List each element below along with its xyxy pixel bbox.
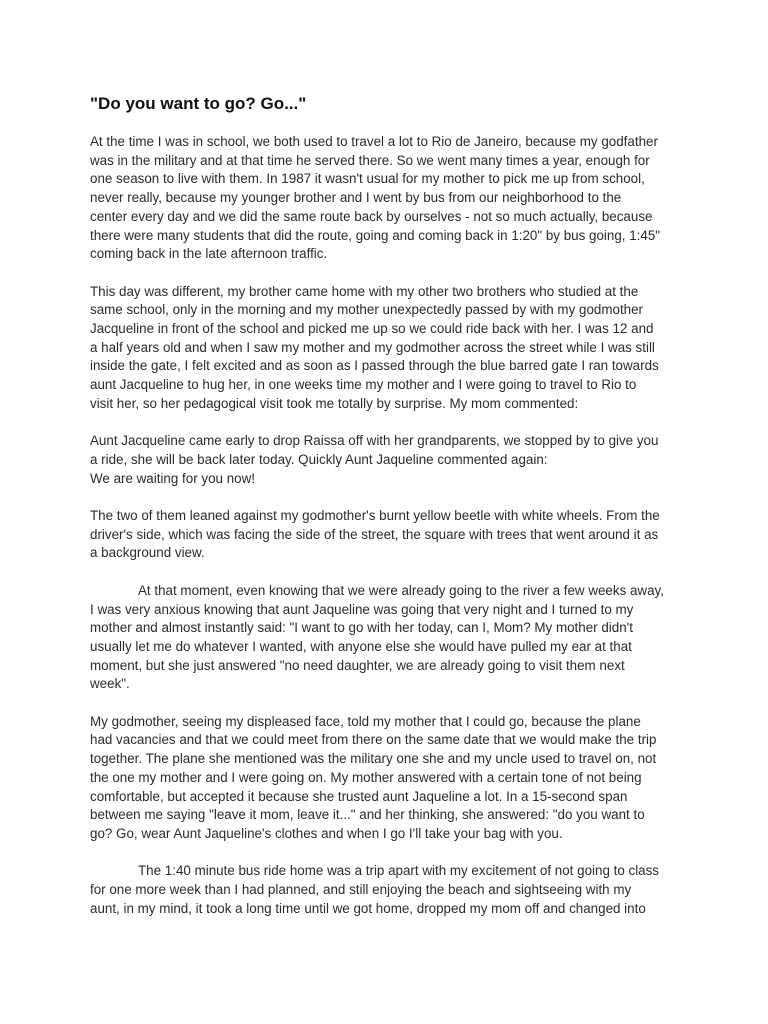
text-line: Jacqueline in front of the school and picked me up so we could ride back with her. I was 12 and (90, 321, 654, 337)
paragraph (90, 283, 710, 414)
text-line: together. The plane she mentioned was the military one she and my uncle used to travel on, not (90, 751, 657, 767)
text-line: week". (90, 676, 130, 692)
paragraph (90, 507, 710, 563)
text-line: between me saying "leave it mom, leave it..." and her thinking, she answered: "do you want to (90, 807, 645, 823)
document-body (90, 133, 710, 918)
text-line: comfortable, but accepted it because she trusted aunt Jaqueline a lot. In a 15-second span (90, 788, 628, 804)
text-line: for one more week than I had planned, and still enjoying the beach and sightseeing with my (90, 882, 632, 898)
text-line: moment, but she just answered "no need daughter, we are already going to visit them next (90, 657, 625, 673)
text-line: I was very anxious knowing that aunt Jaqueline was going that very night and I turned to my (90, 601, 634, 617)
text-line: At that moment, even knowing that we were already going to the river a few weeks away, (138, 582, 664, 598)
text-line: At the time I was in school, we both used to travel a lot to Rio de Janeiro, because my godfather (90, 134, 658, 149)
text-line: usually let me do whatever I wanted, with anyone else she would have pulled my ear at that (90, 638, 632, 654)
text-line: We are waiting for you now! (90, 470, 255, 486)
text-line: visit her, so her pedagogical visit took me totally by surprise. My mom commented: (90, 395, 579, 411)
text-line: This day was different, my brother came home with my other two brothers who studied at the (90, 283, 639, 299)
paragraph (90, 582, 710, 694)
text-line: mother and almost instantly said: "I want to go with her today, can I, Mom? My mother didn't (90, 620, 633, 636)
text-line: inside the gate, I felt excited and as soon as I passed through the blue barred gate I ran towards (90, 358, 659, 374)
text-line: a half years old and when I saw my mother and my godmother across the street while I was still (90, 339, 655, 355)
text-line: driver's side, which was facing the side of the street, the square with trees that went around it as (90, 526, 659, 542)
text-line: was in the military and at that time he served there. So we went many times a year, enough for (90, 152, 650, 168)
text-line: a ride, she will be back later today. Quickly Aunt Jaqueline commented again: (90, 451, 548, 467)
text-line: same school, only in the morning and my mother unexpectedly passed by with my godmother (90, 302, 644, 318)
text-line: The 1:40 minute bus ride home was a trip apart with my excitement of not going to class (138, 863, 660, 879)
text-line: there were many students that did the route, going and coming back in 1:20" by bus going, 1:45" (90, 227, 661, 243)
text-line: the one my mother and I were going on. My mother answered with a certain tone of not being (90, 769, 642, 785)
paragraph (90, 432, 710, 488)
paragraph (90, 133, 710, 264)
text-line: center every day and we did the same route back by ourselves - not so much actually, because (90, 208, 653, 224)
text-line: Aunt Jacqueline came early to drop Raissa off with her grandparents, we stopped by to give you (90, 433, 659, 449)
text-line: go? Go, wear Aunt Jaqueline's clothes and when I go I'll take your bag with you. (90, 825, 563, 841)
text-line: The two of them leaned against my godmother's burnt yellow beetle with white wheels. From the (90, 508, 660, 524)
text-line: aunt, in my mind, it took a long time until we got home, dropped my mom off and changed into (90, 900, 646, 916)
text-line: a background view. (90, 545, 205, 561)
paragraph (90, 713, 710, 844)
text-line: had vacancies and that we could meet from there on the same date that we would make the trip (90, 732, 657, 748)
document-page (90, 92, 710, 937)
document-title: "Do you want to go? Go..." (90, 94, 307, 113)
paragraph (90, 862, 710, 918)
text-line: aunt Jacqueline to hug her, in one weeks time my mother and I were going to travel to Rio to (90, 377, 637, 393)
text-line: one season to live with them. In 1987 it wasn't usual for my mother to pick me up from school, (90, 171, 645, 187)
text-line: My godmother, seeing my displeased face, told my mother that I could go, because the plane (90, 713, 641, 729)
text-line: never really, because my younger brother and I went by bus from our neighborhood to the (90, 190, 622, 206)
text-line: coming back in the late afternoon traffic. (90, 246, 328, 262)
